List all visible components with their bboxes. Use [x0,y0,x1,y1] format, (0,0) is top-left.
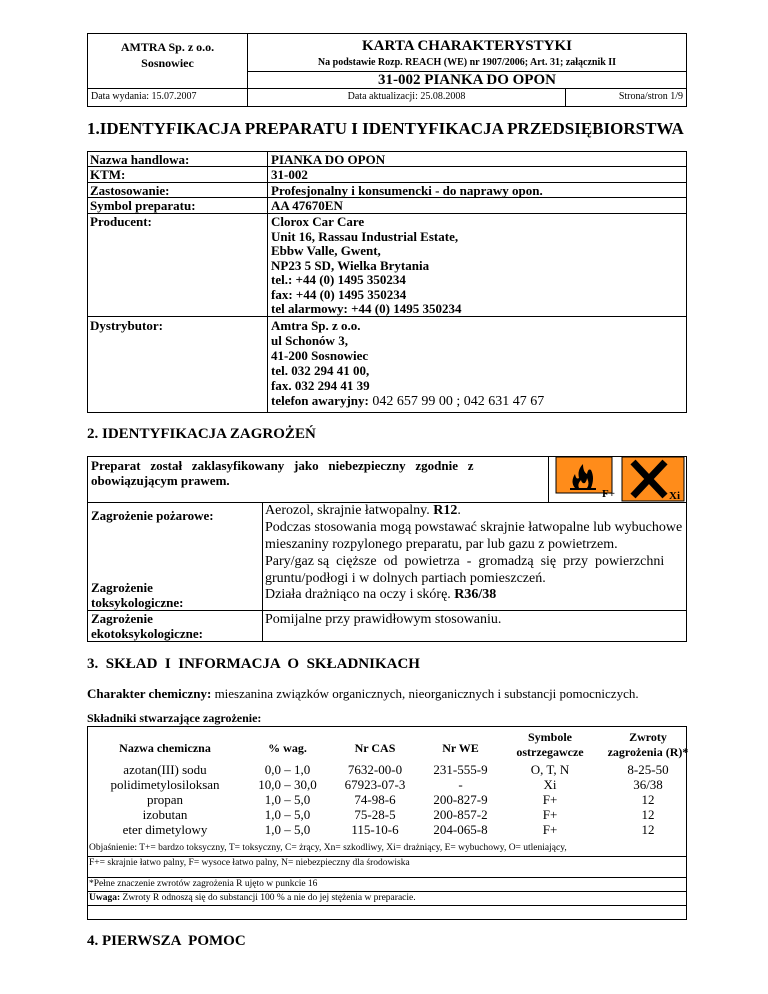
company-name: AMTRA Sp. z o.o. [120,40,215,54]
cell-percent: 0,0 – 1,0 [264,762,311,777]
fire-line: Podczas stosowania mogą powstawać skrajnie łatwopalne lub wybuchowe [265,520,683,535]
tox-desc: Działa drażniąco na oczy i skórę. [265,587,455,602]
eco-label-2: ekotoksykologiczne: [91,626,203,641]
eco-text: Pomijalne przy prawidłowym stosowaniu. [265,612,502,627]
symbol-xi-label: Xi [669,490,680,502]
chemical-character [87,686,639,702]
cell-rphrases: 36/38 [633,777,663,792]
cell-cas: 74-98-6 [354,792,396,807]
producer-line: tel alarmowy: +44 (0) 1495 350234 [271,301,462,316]
cell-rphrases: 12 [641,822,655,837]
components-label: Składniki stwarzające zagrożenie: [87,711,262,725]
emergency-value: 042 657 99 00 ; 042 631 47 67 [368,394,545,409]
note-explanation: Objaśnienie: T+= bardzo toksyczny, T= toksyczny, C= żrący, Xn= szkodliwy, Xi= drażniący, E= wybuchowy, O= utleniający, [89,843,567,853]
classified-text-2: obowiązującym prawem. [91,473,230,488]
fire-line: Pary/gaz są cięższe od powietrza - gromadzą się przy powierzchni [265,554,665,569]
producer-line: Unit 16, Rassau Industrial Estate, [271,229,459,244]
classified-text: Preparat został zaklasyfikowany jako niebezpieczny zgodnie z [91,458,474,473]
fire-text: Aerozol, skrajnie łatwopalny. [265,503,434,518]
cell-name: propan [146,792,184,807]
cell-percent: 10,0 – 30,0 [258,777,317,792]
col-header-symbols-2: ostrzegawcze [516,745,584,759]
cell-cas: 115-10-6 [351,822,399,837]
col-header-cas: Nr CAS [354,741,396,755]
fire-hazard-label: Zagrożenie pożarowe: [91,508,214,523]
tox-label-2: toksykologiczne: [91,595,184,610]
cell-cas: 75-28-5 [354,807,396,822]
cell-percent: 1,0 – 5,0 [264,792,311,807]
fire-hazard-text [265,503,461,519]
eco-label: Zagrożenie [91,611,153,626]
producer-line: Clorox Car Care [271,214,365,229]
row-label-usage: Zastosowanie: [90,183,170,198]
note-warning [89,893,416,903]
doc-basis: Na podstawie Rozp. REACH (WE) nr 1907/2006; Art. 31; załącznik II [317,57,617,68]
producer-line: Ebbw Valle, Gwent, [271,243,381,258]
row-value-ktm: 31-002 [271,167,308,182]
tox-text [265,587,496,603]
cell-symbols: O, T, N [530,762,570,777]
update-date: Data aktualizacji: 25.08.2008 [347,91,466,102]
character-text: mieszanina związków organicznych, nieorganicznych i substancji pomocniczych. [211,686,639,701]
producer-line: NP23 5 SD, Wielka Brytania [271,258,430,273]
cell-symbols: F+ [542,807,558,822]
note-warning-text: Zwroty R odnoszą się do substancji 100 % a nie do jej stężenia w preparacie. [120,893,416,903]
row-label-trade-name: Nazwa handlowa: [90,152,190,167]
note-full-meaning: *Pełne znaczenie zwrotów zagrożenia R ujęto w punkcie 16 [89,879,318,889]
fire-text-end: . [457,503,461,518]
distributor-label: Dystrybutor: [90,318,163,333]
cell-rphrases: 8-25-50 [627,762,669,777]
doc-title: KARTA CHARAKTERYSTYKI [362,38,572,54]
row-value-trade-name: PIANKA DO OPON [271,152,386,167]
distributor-line: 41-200 Sosnowiec [271,348,369,363]
page-number: Strona/stron 1/9 [618,91,683,102]
cell-name: eter dimetylowy [122,822,208,837]
col-header-percent: % wag. [268,741,307,755]
tox-label: Zagrożenie [91,580,153,595]
note-explanation-2: F+= skrajnie łatwo palny, F= wysoce łatwo palny, N= niebezpieczny dla środowiska [89,858,410,868]
section4-title: 4. PIERWSZA POMOC [87,933,246,949]
cell-symbols: F+ [542,792,558,807]
company-city: Sosnowiec [141,56,194,70]
row-label-symbol: Symbol preparatu: [90,198,196,213]
distributor-line: Amtra Sp. z o.o. [271,318,361,333]
cell-name: azotan(III) sodu [123,762,207,777]
fire-line: gruntu/podłogi i w dolnych partiach pomieszczeń. [265,571,546,586]
tox-code: R36/38 [454,587,497,602]
symbol-fplus-label: F+ [602,488,615,500]
row-value-usage: Profesjonalny i konsumencki - do naprawy opon. [271,183,543,198]
fire-line: mieszaniny rozpylonego preparatu, par lub gazu z powietrzem. [265,537,618,552]
cell-we: 204-065-8 [433,822,488,837]
distributor-line: fax. 032 294 41 39 [271,378,370,393]
row-label-ktm: KTM: [90,167,126,182]
cell-percent: 1,0 – 5,0 [264,822,311,837]
section1-title: 1.IDENTYFIKACJA PREPARATU I IDENTYFIKACJA PRZEDSIĘBIORSTWA [87,119,684,138]
cell-we: 200-857-2 [433,807,488,822]
col-header-we: Nr WE [442,741,479,755]
cell-rphrases: 12 [641,792,655,807]
col-header-rphrases: Zwroty [629,730,667,744]
distributor-line: ul Schonów 3, [271,333,348,348]
cell-cas: 67923-07-3 [344,777,406,792]
emergency-label: telefon awaryjny: [271,393,369,408]
cell-we: 231-555-9 [433,762,488,777]
product-title: 31-002 PIANKA DO OPON [378,72,556,88]
cell-cas: 7632-00-0 [347,762,403,777]
col-header-symbols: Symbole [527,730,572,744]
cell-we: - [458,777,463,792]
emergency-phone [271,393,544,410]
producer-line: fax: +44 (0) 1495 350234 [271,287,407,302]
col-header-rphrases-2: zagrożenia (R)* [607,745,689,759]
cell-we: 200-827-9 [433,792,488,807]
note-warning-label: Uwaga: [89,893,121,903]
cell-symbols: Xi [543,777,557,792]
producer-line: tel.: +44 (0) 1495 350234 [271,272,406,287]
cell-name: izobutan [142,807,188,822]
col-header-name: Nazwa chemiczna [119,741,211,755]
row-value-symbol: AA 47670EN [271,198,343,213]
section2-title: 2. IDENTYFIKACJA ZAGROŻEŃ [87,426,316,442]
cell-name: polidimetylosiloksan [110,777,220,792]
cell-percent: 1,0 – 5,0 [264,807,311,822]
cell-rphrases: 12 [641,807,655,822]
distributor-line: tel. 032 294 41 00, [271,363,370,378]
cell-symbols: F+ [542,822,558,837]
fire-code: R12 [433,503,458,518]
producer-label: Producent: [90,214,152,229]
section3-title: 3. SKŁAD I INFORMACJA O SKŁADNIKACH [87,656,420,672]
character-label: Charakter chemiczny: [87,686,212,701]
issue-date: Data wydania: 15.07.2007 [91,91,197,102]
